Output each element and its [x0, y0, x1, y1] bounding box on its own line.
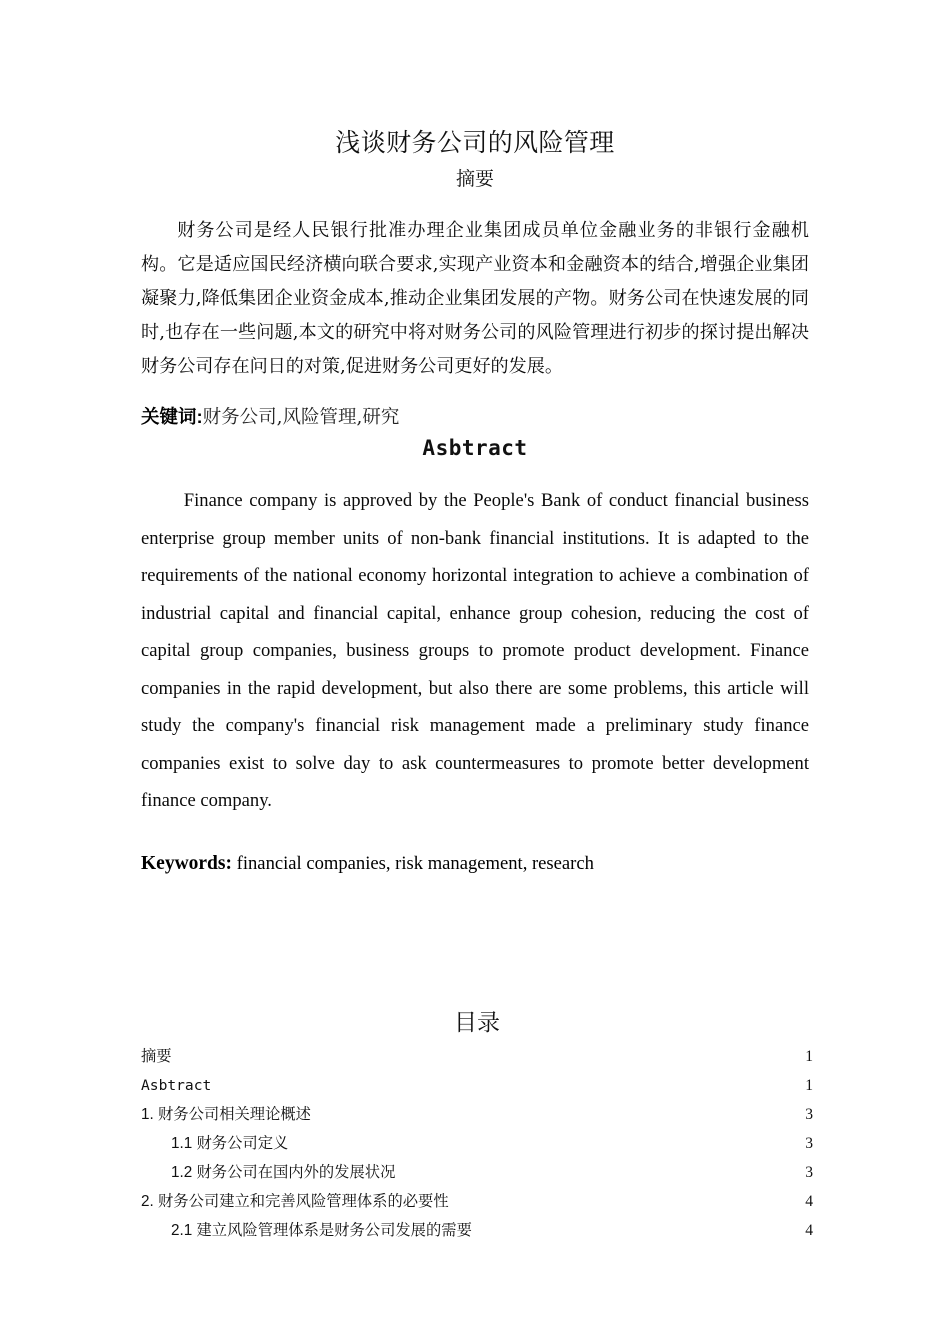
abstract-heading-en: Asbtract: [422, 436, 528, 460]
english-keywords-value: financial companies, risk management, research: [236, 852, 594, 874]
abstract-section: [141, 0, 809, 878]
chinese-abstract-body: 财务公司是经人民银行批准办理企业集团成员单位金融业务的非银行金融机构。它是适应国民经济横向联合要求,实现产业资本和金融资本的结合,增强企业集团凝聚力,降低集团企业资金成本,推动企业集团发展的产物。财务公司在快速发展的同时,也存在一些问题,本文的研究中将对财务公司的风险管理进行初步的探讨提出解决财务公司存在问日的对策,促进财务公司更好的发展。: [141, 220, 809, 377]
toc-leader-dots: [311, 1104, 805, 1119]
chinese-keywords-label: 关键词:: [141, 406, 203, 427]
english-keywords-label: Keywords:: [141, 852, 232, 874]
toc-entry-page: 3: [805, 1134, 813, 1152]
toc-entry-page: 4: [805, 1192, 813, 1210]
toc-entry-label: 1.1 财务公司定义: [171, 1134, 289, 1152]
toc-leader-dots: [472, 1220, 805, 1235]
toc-entry[interactable]: [141, 1216, 813, 1245]
toc-leader-dots: [395, 1162, 805, 1177]
chinese-keywords-line: [141, 384, 809, 432]
toc-entry-page: 4: [805, 1221, 813, 1239]
toc-entry[interactable]: [141, 1100, 813, 1129]
table-of-contents: [141, 1008, 813, 1245]
toc-entry-page: 1: [805, 1047, 813, 1065]
abstract-heading-cn: 摘要: [455, 169, 494, 191]
toc-leader-dots: [288, 1133, 805, 1148]
toc-entry-label: 2. 财务公司建立和完善风险管理体系的必要性: [141, 1192, 449, 1210]
toc-entry-page: 3: [805, 1105, 813, 1123]
toc-entry-page: 1: [805, 1076, 813, 1094]
toc-entry[interactable]: [141, 1187, 813, 1216]
chinese-keywords-value: 财务公司,风险管理,研究: [202, 407, 400, 428]
toc-list: [141, 1042, 813, 1245]
toc-entry-label: 1. 财务公司相关理论概述: [141, 1105, 311, 1123]
english-abstract-body: Finance company is approved by the People's Bank of conduct financial business enterprise group member units of non-bank financial institutions. It is adapted to the requirements of the national economy horizontal integration to achieve a combination of industrial capital and financial capital, enhance group cohesion, reducing the cost of capital group companies, business groups to promote product development. Finance companies in the rapid development, but also there are some problems, this article will study the company's financial risk management made a preliminary study finance companies exist to solve day to ask countermeasures to promote better development finance company.: [141, 490, 809, 812]
english-keywords-line: [141, 820, 809, 878]
toc-entry-label: 2.1 建立风险管理体系是财务公司发展的需要: [171, 1221, 472, 1239]
toc-entry[interactable]: [141, 1071, 813, 1100]
toc-entry-label: 摘要: [141, 1047, 172, 1065]
toc-leader-dots: [172, 1046, 806, 1061]
toc-entry[interactable]: [141, 1129, 813, 1158]
toc-entry-page: 3: [805, 1163, 813, 1181]
toc-entry[interactable]: [141, 1158, 813, 1187]
page-title: 浅谈财务公司的风险管理: [335, 129, 615, 157]
toc-leader-dots: [211, 1075, 805, 1090]
toc-entry-label: 1.2 财务公司在国内外的发展状况: [171, 1163, 396, 1181]
toc-entry[interactable]: [141, 1042, 813, 1071]
toc-entry-label: Asbtract: [141, 1076, 212, 1094]
toc-title: 目录: [454, 1009, 500, 1035]
toc-leader-dots: [449, 1191, 806, 1206]
